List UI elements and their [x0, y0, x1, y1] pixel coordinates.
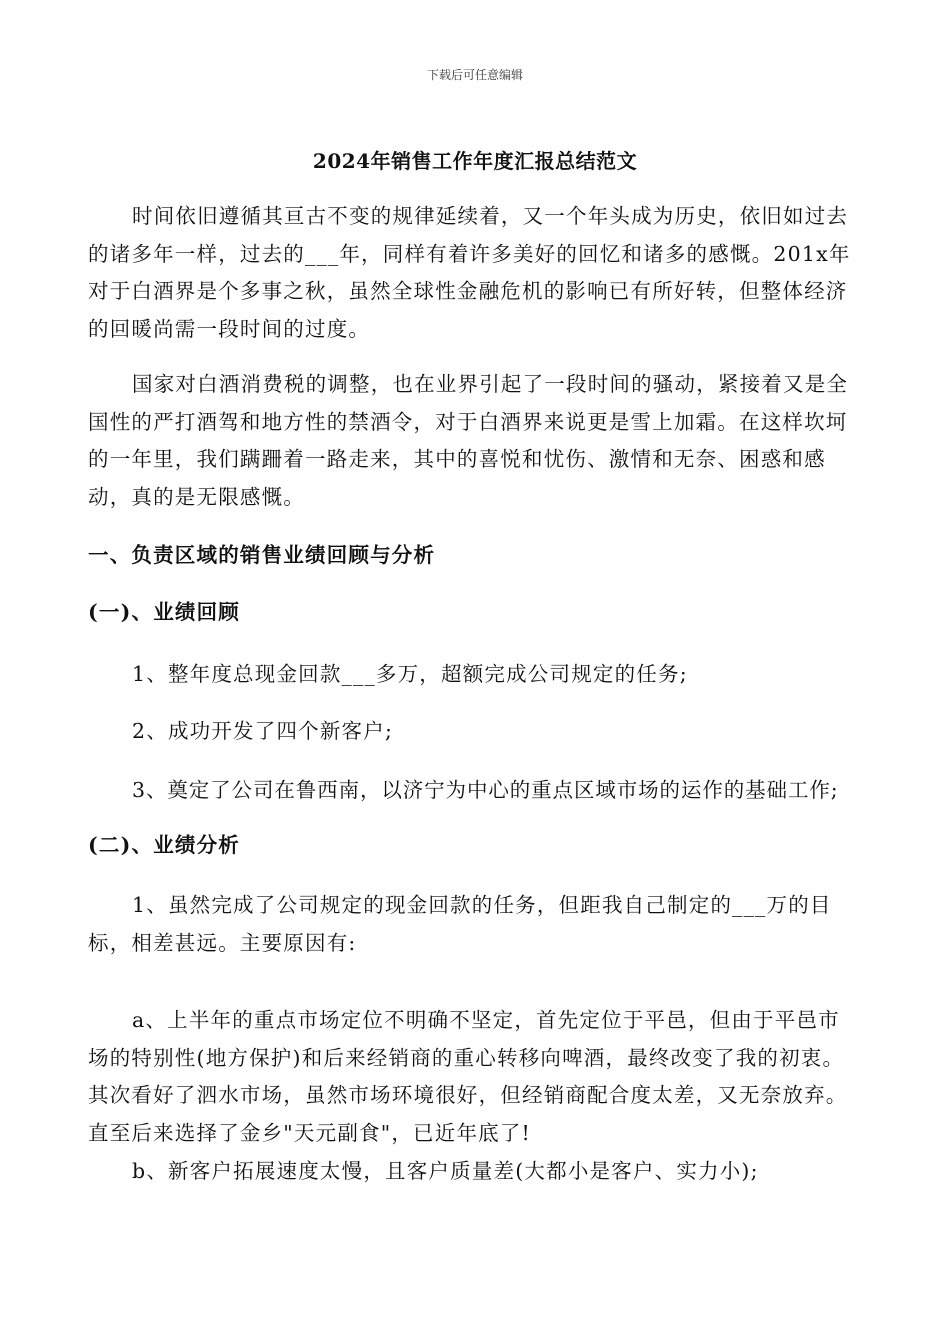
- paragraph-intro: 时间依旧遵循其亘古不变的规律延续着，又一个年头成为历史，依旧如过去的诸多年一样，过去的___年，同样有着许多美好的回忆和诸多的感慨。201x年对于白酒界是个多事之秋，虽然全球性金融危机的影响已有所好转，但整体经济的回暖尚需一段时间的过度。: [88, 204, 851, 341]
- subsection-heading-1: (一)、业绩回顾: [88, 600, 240, 624]
- header-note: 下载后可任意编辑: [426, 68, 523, 82]
- list-item: 3、奠定了公司在鲁西南，以济宁为中心的重点区域市场的运作的基础工作;: [132, 778, 839, 802]
- subsection-heading-2: (二)、业绩分析: [88, 833, 240, 857]
- paragraph-analysis: 1、虽然完成了公司规定的现金回款的任务，但距我自己制定的___万的目标，相差甚远。主要原因有:: [88, 893, 832, 955]
- list-item: 1、整年度总现金回款___多万，超额完成公司规定的任务;: [132, 662, 688, 686]
- document-title: 2024年销售工作年度汇报总结范文: [312, 149, 638, 173]
- section-heading-1: 一、负责区域的销售业绩回顾与分析: [88, 543, 436, 567]
- paragraph-reason-a: a、上半年的重点市场定位不明确不坚定，首先定位于平邑，但由于平邑市场的特别性(地方保护)和后来经销商的重心转移向啤酒，最终改变了我的初衷。其次看好了泗水市场，虽然市场环境很好，但经销商配合度太差，又无奈放弃。直至后来选择了金乡"天元副食"，已近年底了!: [88, 1008, 848, 1145]
- paragraph-reason-b: b、新客户拓展速度太慢，且客户质量差(大都小是客户、实力小);: [132, 1159, 759, 1183]
- paragraph-context: 国家对白酒消费税的调整，也在业界引起了一段时间的骚动，紧接着又是全国性的严打酒驾和地方性的禁酒令，对于白酒界来说更是雪上加霜。在这样坎坷的一年里，我们蹒跚着一路走来，其中的喜悦和忧伤、激情和无奈、困惑和感动，真的是无限感慨。: [88, 372, 849, 509]
- list-item: 2、成功开发了四个新客户;: [132, 719, 394, 743]
